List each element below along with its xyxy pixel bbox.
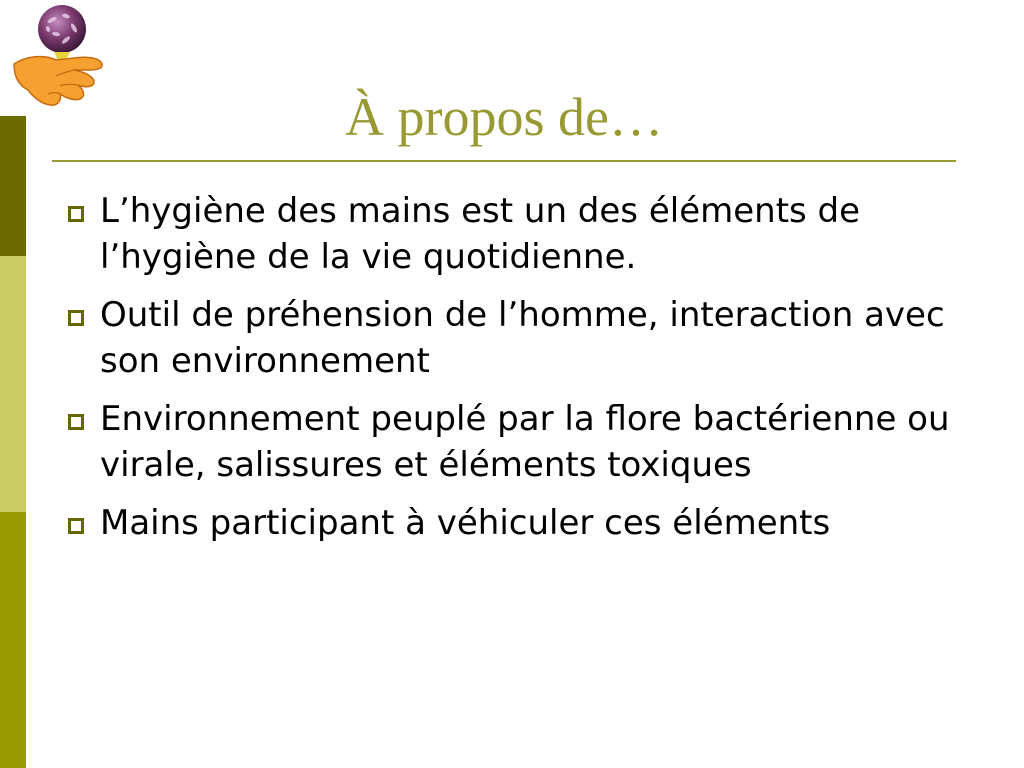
hollow-square-bullet-icon [68, 310, 84, 326]
title-divider [52, 160, 956, 162]
slide-title: À propos de… [345, 87, 663, 147]
bullet-text: L’hygiène des mains est un des éléments de l’hygiène de la vie quotidienne. [100, 191, 861, 277]
hollow-square-bullet-icon [68, 518, 84, 534]
bullet-item [62, 188, 972, 280]
hollow-square-bullet-icon [68, 206, 84, 222]
bullet-text: Mains participant à véhiculer ces éléments [100, 503, 831, 543]
hollow-square-bullet-icon [68, 414, 84, 430]
bullet-item [62, 500, 972, 546]
bullet-item [62, 396, 972, 488]
bullet-text: Environnement peuplé par la flore bactérienne ou virale, salissures et éléments toxiques [100, 399, 950, 485]
bullet-item [62, 292, 972, 384]
bullet-list [62, 188, 972, 558]
side-bar-dark [0, 116, 26, 256]
side-bar-olive [0, 512, 26, 768]
side-bar-light [0, 256, 26, 512]
bullet-text: Outil de préhension de l’homme, interaction avec son environnement [100, 295, 945, 381]
